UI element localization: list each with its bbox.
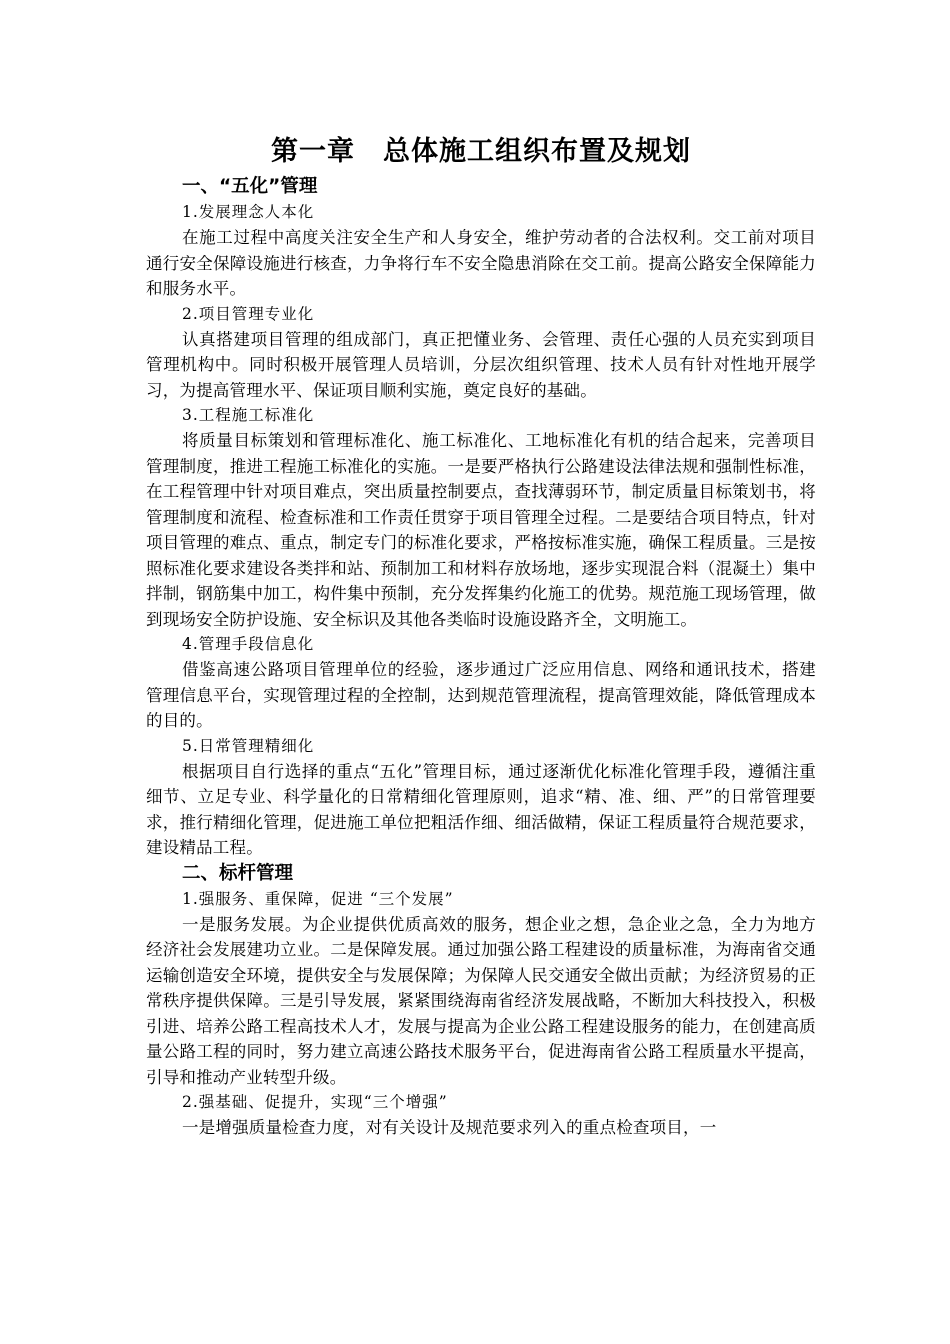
paragraph: 将质量目标策划和管理标准化、施工标准化、工地标准化有机的结合起来，完善项目管理制度，推进工程施工标准化的实施。一是要严格执行公路建设法律法规和强制性标准，在工程管理中针对项目难点，突出质量控制要点，查找薄弱环节，制定质量目标策划书，将管理制度和流程、检查标准和工作责任贯穿于项目管理全过程。二是要结合项目特点，针对项目管理的难点、重点，制定专门的标准化要求，严格按标准实施，确保工程质量。三是按照标准化要求建设各类拌和站、预制加工和材料存放场地，逐步实现混合料（混凝土）集中拌制，钢筋集中加工，构件集中预制，充分发挥集约化施工的优势。规范施工现场管理，做到现场安全防护设施、安全标识及其他各类临时设施设路齐全，文明施工。: [146, 431, 816, 629]
subheading: 4.管理手段信息化: [182, 635, 315, 653]
section-1: [146, 174, 816, 861]
subheading: 1.强服务、重保障，促进 “三个发展”: [182, 889, 454, 908]
paragraph: 根据项目自行选择的重点“五化”管理目标，通过逐渐优化标准化管理手段，遵循注重细节、立足专业、科学量化的日常精细化管理原则，追求“精、准、细、严”的日常管理要求，推行精细化管理，促进施工单位把粗活作细、细活做精，保证工程质量符合规范要求，建设精品工程。: [146, 761, 816, 857]
paragraph: 借鉴高速公路项目管理单位的经验，逐步通过广泛应用信息、网络和通讯技术，搭建管理信息平台，实现管理过程的全控制，达到规范管理流程，提高管理效能，降低管理成本的目的。: [146, 660, 816, 730]
subheading: 3.工程施工标准化: [182, 406, 315, 424]
subheading: 2.强基础、促提升，实现“三个增强”: [182, 1093, 448, 1111]
document-page: [146, 132, 816, 1141]
paragraph: 一是增强质量检查力度，对有关设计及规范要求列入的重点检查项目，一: [182, 1118, 717, 1137]
subheading: 5.日常管理精细化: [182, 736, 315, 755]
section-heading: 二、标杆管理: [182, 862, 294, 884]
chapter-title: 第一章 总体施工组织布置及规划: [271, 136, 691, 167]
subheading: 1.发展理念人本化: [182, 203, 315, 221]
subheading: 2.项目管理专业化: [182, 304, 315, 323]
section-2: [146, 861, 816, 1141]
section-heading: 一、“五化”管理: [182, 176, 318, 197]
paragraph: 认真搭建项目管理的组成部门，真正把懂业务、会管理、责任心强的人员充实到项目管理机构中。同时积极开展管理人员培训，分层次组织管理、技术人员有针对性地开展学习，为提高管理水平、保证项目顺利实施，奠定良好的基础。: [146, 329, 816, 400]
paragraph: 一是服务发展。为企业提供优质高效的服务，想企业之想，急企业之急，全力为地方经济社会发展建功立业。二是保障发展。通过加强公路工程建设的质量标准，为海南省交通运输创造安全环境，提供安全与发展保障；为保障人民交通安全做出贡献；为经济贸易的正常秩序提供保障。三是引导发展，紧紧围绕海南省经济发展战略，不断加大科技投入，积极引进、培养公路工程高技术人才，发展与提高为企业公路工程建设服务的能力，在创建高质量公路工程的同时，努力建立高速公路技术服务平台，促进海南省公路工程质量水平提高，引导和推动产业转型升级。: [146, 914, 816, 1087]
paragraph: 在施工过程中高度关注安全生产和人身安全，维护劳动者的合法权利。交工前对项目通行安全保障设施进行核查，力争将行车不安全隐患消除在交工前。提高公路安全保障能力和服务水平。: [146, 228, 816, 298]
